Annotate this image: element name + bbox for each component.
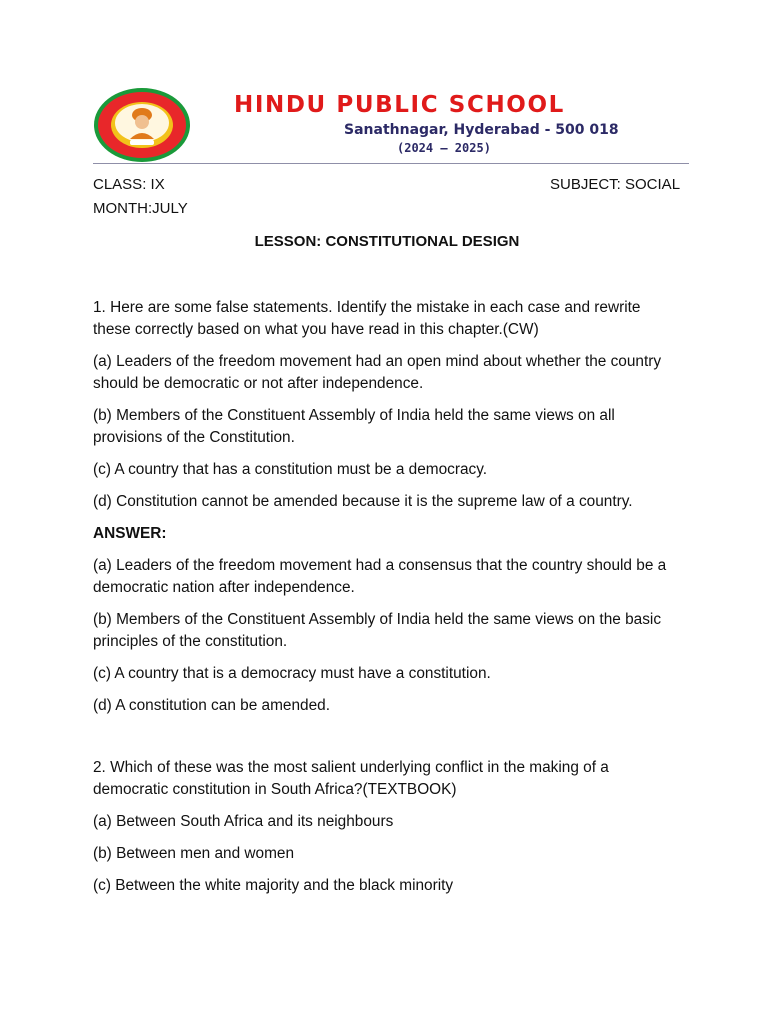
header-divider	[93, 163, 689, 164]
school-address: Sanathnagar, Hyderabad - 500 018	[344, 122, 619, 138]
school-emblem-icon	[92, 87, 192, 163]
lesson-title: LESSON: CONSTITUTIONAL DESIGN	[254, 233, 520, 250]
answer-b: (b) Members of the Constituent Assembly of India held the same views on the basic principles of the constitution.	[93, 611, 662, 650]
question-2: 2. Which of these was the most salient underlying conflict in the making of a democratic constitution in South Africa?(TEXTBOOK)	[93, 759, 609, 798]
answer-a: (a) Leaders of the freedom movement had a consensus that the country should be a democratic nation after independence.	[93, 557, 667, 596]
answer-heading: ANSWER:	[93, 525, 167, 542]
question-2-option-b: (b) Between men and women	[93, 845, 295, 862]
worksheet-content	[93, 297, 668, 907]
class-label: CLASS: IX	[93, 176, 165, 193]
school-header	[88, 84, 692, 164]
question-1: 1. Here are some false statements. Identify the mistake in each case and rewrite these correctly based on what you have read in this chapter.(CW)	[93, 299, 641, 338]
question-1-option-c: (c) A country that has a constitution must be a democracy.	[93, 461, 488, 478]
section-spacer	[93, 727, 668, 757]
academic-year: (2024 – 2025)	[397, 141, 491, 155]
answer-d: (d) A constitution can be amended.	[93, 697, 330, 714]
question-1-option-d: (d) Constitution cannot be amended because it is the supreme law of a country.	[93, 493, 633, 510]
question-2-option-a: (a) Between South Africa and its neighbours	[93, 813, 394, 830]
question-1-option-b: (b) Members of the Constituent Assembly of India held the same views on all provisions of the Constitution.	[93, 407, 615, 446]
answer-c: (c) A country that is a democracy must have a constitution.	[93, 665, 491, 682]
month-label: MONTH:JULY	[93, 200, 188, 217]
subject-label: SUBJECT: SOCIAL	[550, 176, 681, 193]
school-name: HINDU PUBLIC SCHOOL	[234, 92, 565, 118]
question-2-option-c: (c) Between the white majority and the black minority	[93, 877, 454, 894]
question-1-option-a: (a) Leaders of the freedom movement had an open mind about whether the country should be democratic or not after independence.	[93, 353, 662, 392]
